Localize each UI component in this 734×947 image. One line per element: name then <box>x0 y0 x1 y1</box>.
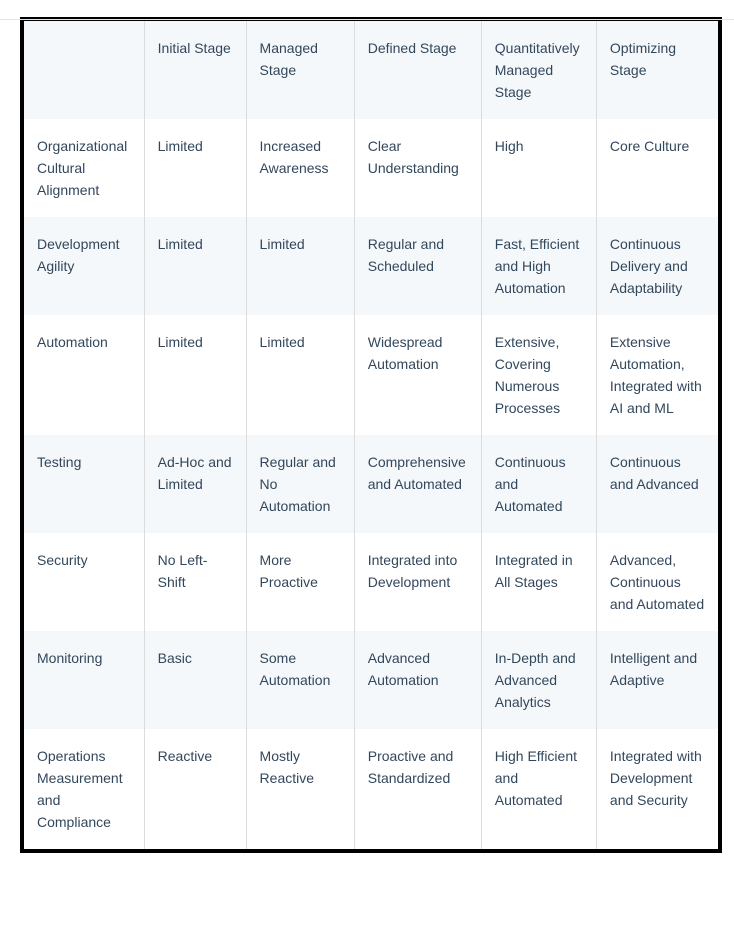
table-cell: Continuous and Advanced <box>596 435 720 533</box>
table-cell: Continuous and Automated <box>481 435 596 533</box>
table-cell: Core Culture <box>596 119 720 217</box>
table-cell: High Efficient and Automated <box>481 729 596 851</box>
table-cell: Comprehensive and Automated <box>354 435 481 533</box>
table-row-security <box>22 533 720 631</box>
table-cell: Basic <box>144 631 246 729</box>
column-header-optimizing-stage: Optimizing Stage <box>596 19 720 119</box>
table-cell: Limited <box>144 217 246 315</box>
column-header-quantitatively-managed-stage: Quantitatively Managed Stage <box>481 19 596 119</box>
table-cell: Reactive <box>144 729 246 851</box>
table-cell: Fast, Efficient and High Automation <box>481 217 596 315</box>
table-cell: Ad-Hoc and Limited <box>144 435 246 533</box>
table-cell: Clear Understanding <box>354 119 481 217</box>
table-cell: Continuous Delivery and Adaptability <box>596 217 720 315</box>
table-cell: Limited <box>144 315 246 435</box>
table-cell: Advanced, Continuous and Automated <box>596 533 720 631</box>
maturity-table-container <box>20 17 722 853</box>
column-header-managed-stage: Managed Stage <box>246 19 354 119</box>
table-cell: High <box>481 119 596 217</box>
table-row-organizational-cultural-alignment <box>22 119 720 217</box>
devops-maturity-table <box>20 17 722 853</box>
table-cell: Intelligent and Adaptive <box>596 631 720 729</box>
row-header: Testing <box>37 454 82 470</box>
row-header: Security <box>37 552 88 568</box>
corner-cell <box>22 19 144 119</box>
page-top-divider <box>0 19 734 20</box>
table-row-monitoring <box>22 631 720 729</box>
table-cell: More Proactive <box>246 533 354 631</box>
table-cell: Limited <box>144 119 246 217</box>
table-cell: In-Depth and Advanced Analytics <box>481 631 596 729</box>
table-cell: Increased Awareness <box>246 119 354 217</box>
table-cell: No Left-Shift <box>144 533 246 631</box>
column-header-initial-stage: Initial Stage <box>144 19 246 119</box>
table-cell: Some Automation <box>246 631 354 729</box>
table-row-development-agility <box>22 217 720 315</box>
table-cell: Extensive Automation, Integrated with AI and ML <box>596 315 720 435</box>
table-cell: Mostly Reactive <box>246 729 354 851</box>
row-header: Organizational Cultural Alignment <box>37 138 128 198</box>
table-row-operations-measurement-and-compliance <box>22 729 720 851</box>
column-header-defined-stage: Defined Stage <box>354 19 481 119</box>
table-cell: Widespread Automation <box>354 315 481 435</box>
table-cell: Regular and No Automation <box>246 435 354 533</box>
row-header: Automation <box>37 334 108 350</box>
table-cell: Regular and Scheduled <box>354 217 481 315</box>
table-cell: Limited <box>246 217 354 315</box>
header-row <box>22 19 720 119</box>
table-row-testing <box>22 435 720 533</box>
table-cell: Extensive, Covering Numerous Processes <box>481 315 596 435</box>
table-row-automation <box>22 315 720 435</box>
page <box>0 17 734 853</box>
row-header: Operations Measurement and Compliance <box>37 748 123 830</box>
table-cell: Integrated in All Stages <box>481 533 596 631</box>
row-header: Development Agility <box>37 236 120 274</box>
table-cell: Advanced Automation <box>354 631 481 729</box>
table-cell: Integrated into Development <box>354 533 481 631</box>
table-cell: Proactive and Standardized <box>354 729 481 851</box>
table-cell: Limited <box>246 315 354 435</box>
table-cell: Integrated with Development and Security <box>596 729 720 851</box>
row-header: Monitoring <box>37 650 103 666</box>
